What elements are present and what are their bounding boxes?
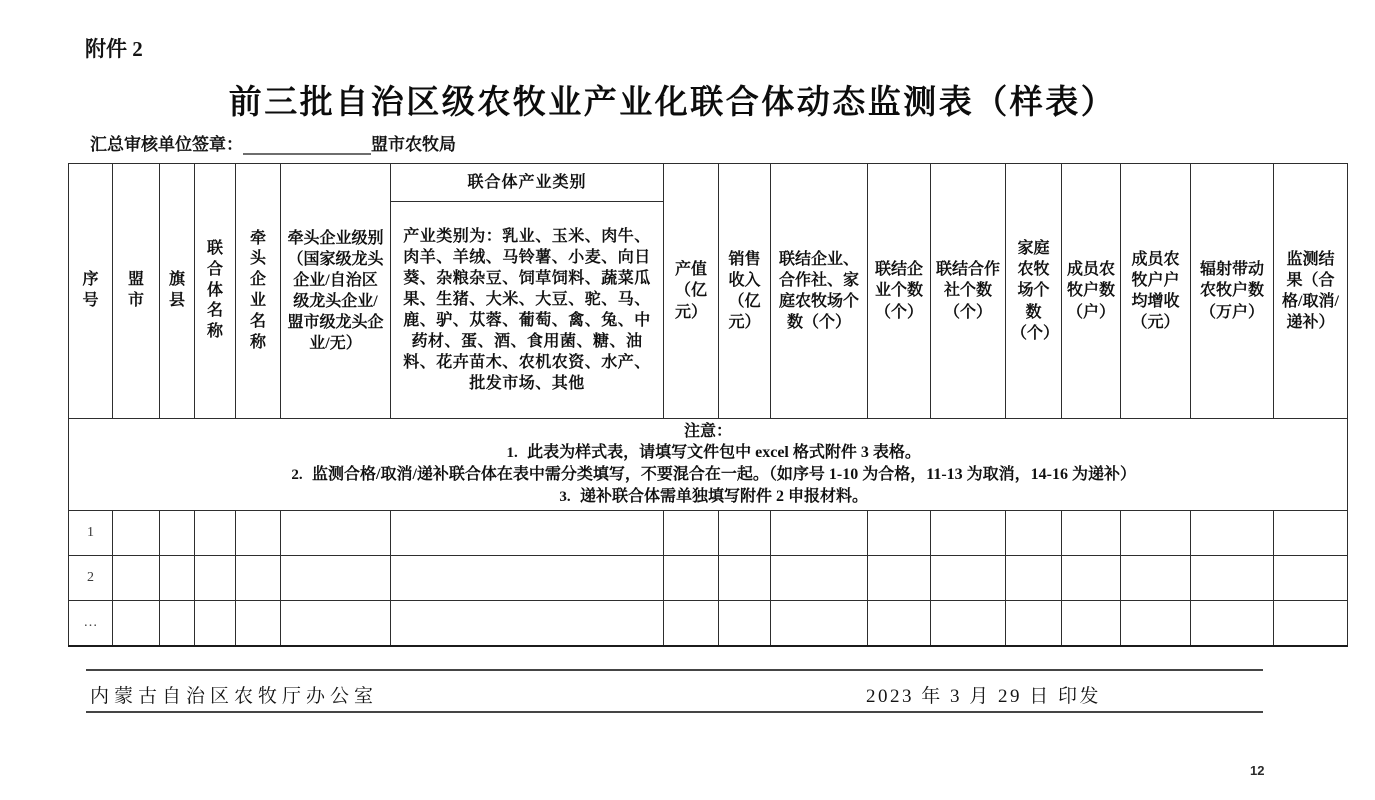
col-header-income-increase: 成员农牧户户均增收（元） [1121, 164, 1191, 419]
data-cell [1191, 601, 1274, 646]
page-number: 12 [1250, 763, 1265, 778]
data-cell [281, 511, 391, 556]
table-row-2 [69, 556, 1348, 601]
col-header-linked-enterprises: 联结企业个数（个） [868, 164, 931, 419]
data-cell [160, 511, 195, 556]
data-cell [391, 601, 664, 646]
data-cell [771, 601, 868, 646]
data-cell [868, 601, 931, 646]
data-cell [664, 601, 719, 646]
col-header-banner-county [160, 164, 195, 419]
data-cell [113, 601, 160, 646]
note-text-3: 递补联合体需单独填写附件 2 申报材料。 [579, 487, 868, 505]
data-cell [195, 601, 236, 646]
col-header-industry-category: 联合体产业类别 [391, 164, 664, 202]
col-header-league-city [113, 164, 160, 419]
footer-rule-top [86, 669, 1263, 671]
data-cell [664, 556, 719, 601]
table-row-1 [69, 511, 1348, 556]
data-cell [281, 556, 391, 601]
note-number-3: 3. [559, 488, 571, 505]
col-header-banner-county-label: 旗县 [168, 271, 185, 309]
page-title: 前三批自治区级农牧业产业化联合体动态监测表（样表） [228, 83, 1117, 120]
monitoring-table [68, 163, 1348, 647]
col-header-monitoring-result: 监测结果（合格/取消/递补） [1274, 164, 1348, 419]
data-cell [236, 511, 281, 556]
note-number-1: 1. [506, 445, 518, 462]
data-cell [1062, 601, 1121, 646]
col-header-serial-label: 序号 [82, 271, 99, 309]
data-cell [1274, 556, 1348, 601]
col-header-linked-cooperatives: 联结合作社个数（个） [931, 164, 1006, 419]
col-header-linked-total: 联结企业、合作社、家庭农牧场个数（个） [771, 164, 868, 419]
data-cell [868, 556, 931, 601]
data-cell [868, 511, 931, 556]
data-cell [931, 601, 1006, 646]
data-cell [160, 556, 195, 601]
note-text-1: 此表为样式表，请填写文件包中 excel 格式附件 3 表格。 [527, 444, 921, 462]
note-item-2 [74, 464, 1342, 486]
data-cell [236, 556, 281, 601]
footer-issuer: 内蒙古自治区农牧厅办公室 [90, 686, 379, 707]
footer-rule-bottom [86, 711, 1263, 713]
signature-blank [243, 135, 371, 155]
col-header-consortium-name [195, 164, 236, 419]
notes-heading: 注意： [683, 423, 732, 441]
data-cell [719, 511, 771, 556]
data-cell [931, 556, 1006, 601]
data-cell [1274, 601, 1348, 646]
data-cell [281, 601, 391, 646]
col-header-output-value: 产值（亿元） [664, 164, 719, 419]
data-cell [1006, 556, 1062, 601]
signature-line [90, 130, 456, 155]
data-cell [771, 556, 868, 601]
data-cell [1062, 556, 1121, 601]
col-header-lead-enterprise-name-label: 牵头企业名称 [249, 229, 266, 351]
data-cell [1121, 556, 1191, 601]
col-header-sales-revenue: 销售收入（亿元） [719, 164, 771, 419]
data-cell [771, 511, 868, 556]
note-item-3 [74, 486, 1342, 508]
col-header-family-farms: 家庭农牧场个数（个） [1006, 164, 1062, 419]
data-cell [1191, 556, 1274, 601]
data-cell [1121, 601, 1191, 646]
data-cell [113, 511, 160, 556]
data-cell [1062, 511, 1121, 556]
data-cell [195, 556, 236, 601]
col-header-member-households: 成员农牧户数（户） [1062, 164, 1121, 419]
notes-cell [69, 419, 1348, 511]
row-serial: … [69, 601, 113, 646]
data-cell [1121, 511, 1191, 556]
data-cell [391, 556, 664, 601]
data-cell [113, 556, 160, 601]
data-cell [391, 511, 664, 556]
data-cell [160, 601, 195, 646]
col-header-serial [69, 164, 113, 419]
col-header-radiated-households: 辐射带动农牧户数（万户） [1191, 164, 1274, 419]
note-text-2: 监测合格/取消/递补联合体在表中需分类填写，不要混合在一起。（如序号 1-10 为合格，11-13 为取消，14-16 为递补） [312, 466, 1136, 484]
col-header-league-city-label: 盟市 [127, 271, 144, 309]
note-number-2: 2. [291, 467, 303, 484]
data-cell [236, 601, 281, 646]
signature-unit: 盟市农牧局 [371, 135, 456, 154]
data-cell [719, 556, 771, 601]
data-cell [195, 511, 236, 556]
data-cell [664, 511, 719, 556]
data-cell [1191, 511, 1274, 556]
data-cell [1274, 511, 1348, 556]
col-header-lead-enterprise-name [236, 164, 281, 419]
data-cell [719, 601, 771, 646]
col-header-lead-enterprise-level: 牵头企业级别（国家级龙头企业/自治区级龙头企业/盟市级龙头企业/无） [281, 164, 391, 419]
data-cell [931, 511, 1006, 556]
footer-date: 2023 年 3 月 29 日 印发 [866, 686, 1102, 707]
attachment-label: 附件 2 [85, 37, 143, 61]
table-row-ellipsis [69, 601, 1348, 646]
data-cell [1006, 511, 1062, 556]
data-cell [1006, 601, 1062, 646]
row-serial: 1 [69, 511, 113, 556]
note-item-1 [74, 442, 1342, 464]
row-serial: 2 [69, 556, 113, 601]
industry-category-detail: 产业类别为：乳业、玉米、肉牛、肉羊、羊绒、马铃薯、小麦、向日葵、杂粮杂豆、饲草饲料、蔬菜瓜果、生猪、大米、大豆、驼、马、鹿、驴、苁蓉、葡萄、禽、兔、中药材、蛋、酒、食用菌、糖、油料、花卉苗木、农机农资、水产、批发市场、其他 [391, 202, 664, 419]
col-header-consortium-name-label: 联合体名称 [206, 240, 223, 341]
signature-prefix: 汇总审核单位签章： [90, 135, 243, 154]
